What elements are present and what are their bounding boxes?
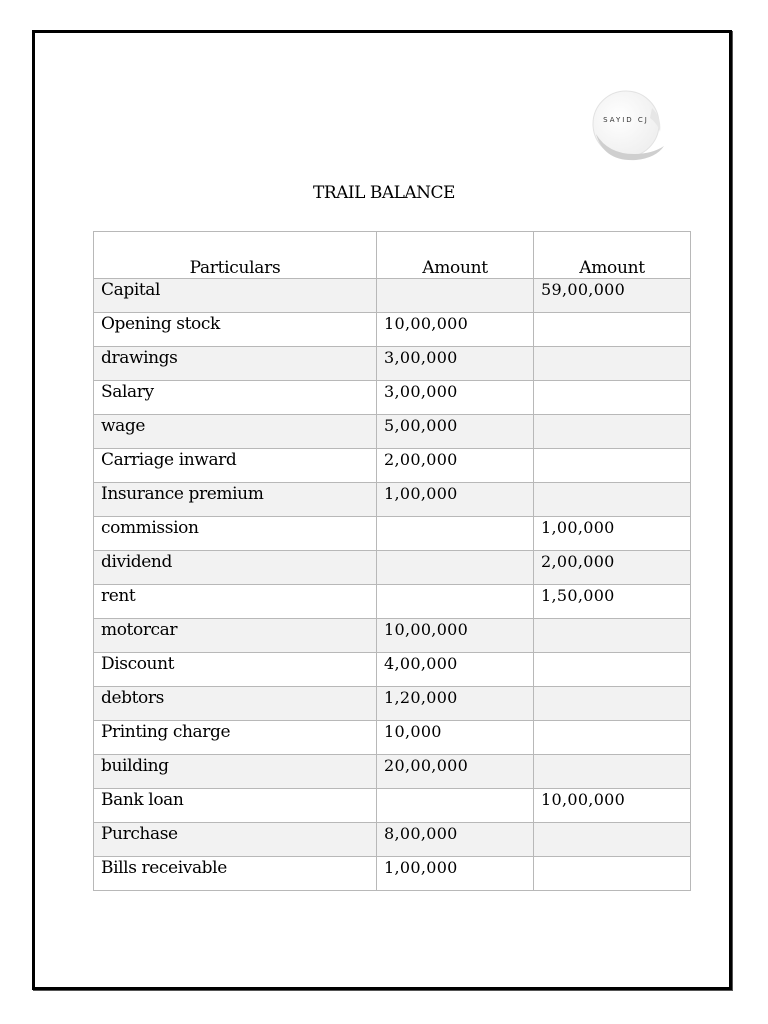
header-particulars: Particulars bbox=[94, 232, 377, 279]
logo-text: SAYID CJ bbox=[603, 116, 649, 124]
cell-particular: Capital bbox=[94, 279, 377, 313]
table-row bbox=[94, 619, 691, 653]
cell-particular: dividend bbox=[94, 551, 377, 585]
cell-particular: Opening stock bbox=[94, 313, 377, 347]
cell-amount-credit bbox=[534, 381, 691, 415]
cell-amount-debit: 8,00,000 bbox=[377, 823, 534, 857]
cell-particular: Carriage inward bbox=[94, 449, 377, 483]
table-row bbox=[94, 279, 691, 313]
table-row bbox=[94, 551, 691, 585]
logo bbox=[590, 88, 666, 164]
table-row bbox=[94, 415, 691, 449]
cell-particular: drawings bbox=[94, 347, 377, 381]
cell-particular: Salary bbox=[94, 381, 377, 415]
cell-amount-debit: 1,00,000 bbox=[377, 857, 534, 891]
cell-particular: motorcar bbox=[94, 619, 377, 653]
table-header-row bbox=[94, 232, 691, 279]
cell-amount-debit: 10,000 bbox=[377, 721, 534, 755]
cell-amount-debit: 1,00,000 bbox=[377, 483, 534, 517]
table-row bbox=[94, 687, 691, 721]
cell-amount-credit bbox=[534, 313, 691, 347]
cell-particular: Bank loan bbox=[94, 789, 377, 823]
cell-amount-credit bbox=[534, 823, 691, 857]
cell-amount-credit bbox=[534, 415, 691, 449]
cell-amount-debit bbox=[377, 551, 534, 585]
cell-particular: debtors bbox=[94, 687, 377, 721]
cell-amount-debit bbox=[377, 279, 534, 313]
cell-amount-debit bbox=[377, 585, 534, 619]
cell-amount-debit: 10,00,000 bbox=[377, 619, 534, 653]
cell-amount-debit bbox=[377, 789, 534, 823]
cell-amount-debit: 2,00,000 bbox=[377, 449, 534, 483]
cell-amount-credit bbox=[534, 449, 691, 483]
cell-particular: Purchase bbox=[94, 823, 377, 857]
table-row bbox=[94, 313, 691, 347]
cell-amount-debit bbox=[377, 517, 534, 551]
table-row bbox=[94, 347, 691, 381]
cell-amount-debit: 10,00,000 bbox=[377, 313, 534, 347]
cell-amount-credit bbox=[534, 653, 691, 687]
table-row bbox=[94, 823, 691, 857]
cell-amount-credit: 2,00,000 bbox=[534, 551, 691, 585]
cell-particular: Printing charge bbox=[94, 721, 377, 755]
table-row bbox=[94, 585, 691, 619]
cell-particular: rent bbox=[94, 585, 377, 619]
table-row bbox=[94, 653, 691, 687]
cell-amount-credit: 59,00,000 bbox=[534, 279, 691, 313]
cell-particular: wage bbox=[94, 415, 377, 449]
header-amount-credit: Amount bbox=[534, 232, 691, 279]
cell-particular: Insurance premium bbox=[94, 483, 377, 517]
cell-amount-credit: 1,00,000 bbox=[534, 517, 691, 551]
table-row bbox=[94, 789, 691, 823]
cell-amount-credit bbox=[534, 483, 691, 517]
table-row bbox=[94, 755, 691, 789]
trial-balance-table bbox=[93, 231, 691, 891]
table-row bbox=[94, 483, 691, 517]
table-row bbox=[94, 381, 691, 415]
cell-amount-debit: 20,00,000 bbox=[377, 755, 534, 789]
header-amount-debit: Amount bbox=[377, 232, 534, 279]
cell-particular: Discount bbox=[94, 653, 377, 687]
cell-particular: building bbox=[94, 755, 377, 789]
cell-amount-credit bbox=[534, 755, 691, 789]
table-row bbox=[94, 857, 691, 891]
table-row bbox=[94, 517, 691, 551]
cell-amount-debit: 5,00,000 bbox=[377, 415, 534, 449]
cell-amount-debit: 4,00,000 bbox=[377, 653, 534, 687]
cell-amount-credit: 10,00,000 bbox=[534, 789, 691, 823]
cell-amount-debit: 3,00,000 bbox=[377, 347, 534, 381]
table-row bbox=[94, 449, 691, 483]
cell-particular: Bills receivable bbox=[94, 857, 377, 891]
page-title: TRAIL BALANCE bbox=[313, 183, 455, 203]
cell-amount-credit bbox=[534, 619, 691, 653]
cell-particular: commission bbox=[94, 517, 377, 551]
cell-amount-credit bbox=[534, 347, 691, 381]
cell-amount-credit bbox=[534, 721, 691, 755]
cell-amount-debit: 1,20,000 bbox=[377, 687, 534, 721]
cell-amount-credit: 1,50,000 bbox=[534, 585, 691, 619]
cell-amount-debit: 3,00,000 bbox=[377, 381, 534, 415]
logo-swirl-icon bbox=[590, 88, 666, 164]
cell-amount-credit bbox=[534, 687, 691, 721]
table-row bbox=[94, 721, 691, 755]
cell-amount-credit bbox=[534, 857, 691, 891]
